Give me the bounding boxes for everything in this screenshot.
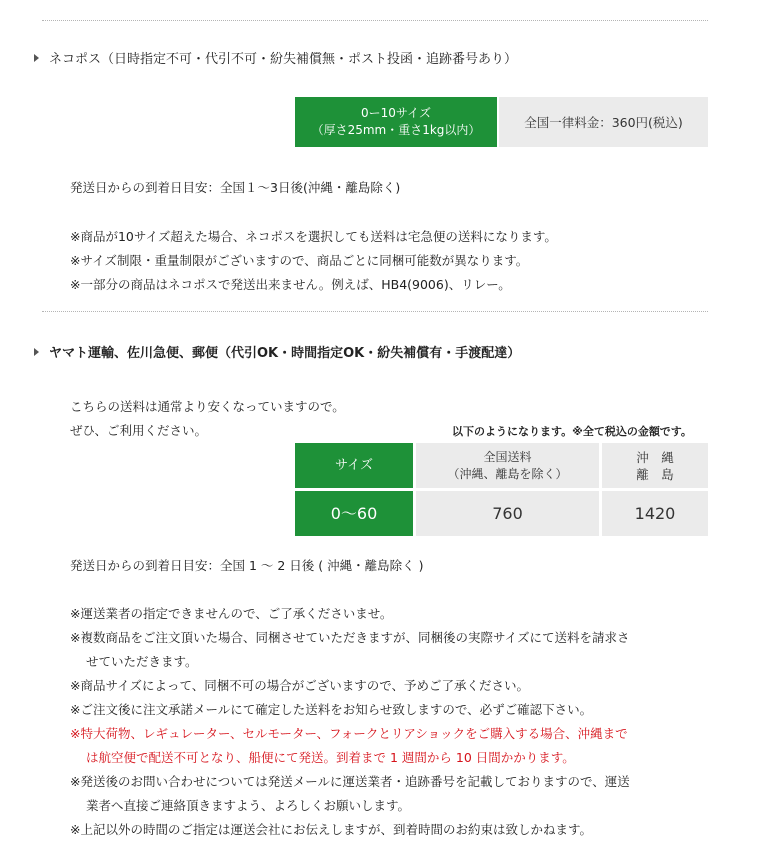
table-row-okinawa xyxy=(602,491,708,536)
nekopos-size-line1: 0ー10サイズ xyxy=(361,106,431,120)
section2-note-3: ※商品サイズによって、同梱不可の場合がございますので、予めご了承ください。 xyxy=(70,678,529,693)
section2-note-2a: ※複数商品をご注文頂いた場合、同梱させていただきますが、同梱後の実際サイズにて送料を請求さ xyxy=(70,630,630,645)
section2-note-6a: ※発送後のお問い合わせについては発送メールに運送業者・追跡番号を記載しておりますので、運送 xyxy=(70,774,630,789)
table-header-size xyxy=(295,443,413,488)
section1-heading-text: ネコポス（日時指定不可・代引不可・紛失補償無・ポスト投函・追跡番号あり） xyxy=(49,52,518,67)
table-header-okinawa xyxy=(602,443,708,488)
table-header-size-text: サイズ xyxy=(335,458,373,473)
section2-note-5a: ※特大荷物、レギュレーター、セルモーター、フォークとリアショックをご購入する場合、沖縄まで xyxy=(70,726,628,741)
middle-divider xyxy=(42,311,708,312)
table-header-nationwide-line1: 全国送料 xyxy=(483,449,532,464)
table-row-size xyxy=(295,491,413,536)
section2-heading xyxy=(34,342,520,361)
table-header-okinawa-line2: 離 島 xyxy=(636,466,674,482)
section2-note-7: ※上記以外の時間のご指定は運送会社にお伝えしますが、到着時間のお約束は致しかねます。 xyxy=(70,822,592,837)
nekopos-price: 全国一律料金：360円(税込) xyxy=(524,115,683,130)
section2-heading-text: ヤマト運輸、佐川急便、郵便（代引OK・時間指定OK・紛失補償有・手渡配達） xyxy=(49,346,521,361)
table-header-nationwide xyxy=(416,443,599,488)
section2-intro-line2: ぜひ、ご利用ください。 xyxy=(70,423,208,438)
section2-note-5b: は航空便で配送不可となり、船便にて発送。到着まで 1 週間から 10 日間かかります。 xyxy=(86,750,575,765)
section1-note-2: ※サイズ制限・重量制限がございますので、商品ごとに同梱可能数が異なります。 xyxy=(70,253,529,268)
table-row-nationwide-text: 760 xyxy=(492,504,523,523)
section1-heading xyxy=(34,48,517,67)
section2-note-2b: せていただきます。 xyxy=(86,654,198,669)
table-row-okinawa-text: 1420 xyxy=(634,504,676,523)
nekopos-size-line2: （厚さ25mm・重さ1kg以内） xyxy=(311,123,481,137)
section2-note-4: ※ご注文後に注文承諾メールにて確定した送料をお知らせ致しますので、必ずご確認下さい。 xyxy=(70,702,593,717)
nekopos-price-cell xyxy=(499,97,708,147)
section2-note-1: ※運送業者の指定できませんので、ご了承くださいませ。 xyxy=(70,606,393,621)
table-header-okinawa-line1: 沖 縄 xyxy=(636,449,674,465)
triangle-bullet-icon xyxy=(34,54,39,62)
table-caption: 以下のようになります。※全て税込の金額です。 xyxy=(452,425,692,438)
section1-note-1: ※商品が10サイズ超えた場合、ネコポスを選択しても送料は宅急便の送料になります。 xyxy=(70,229,557,244)
section2-note-6b: 業者へ直接ご連絡頂きますよう、よろしくお願いします。 xyxy=(86,798,411,813)
table-row-nationwide xyxy=(416,491,599,536)
section1-note-3: ※一部分の商品はネコポスで発送出来ません。例えば、HB4(9006)、リレー。 xyxy=(70,277,511,292)
triangle-bullet-icon xyxy=(34,348,39,356)
nekopos-size-cell xyxy=(295,97,497,147)
section2-intro-line1: こちらの送料は通常より安くなっていますので。 xyxy=(70,399,345,414)
section1-arrival: 発送日からの到着日目安：全国１〜3日後(沖縄・離島除く) xyxy=(70,180,401,195)
table-row-size-text: 0〜60 xyxy=(330,504,378,523)
section2-arrival: 発送日からの到着日目安：全国 1 〜 2 日後 ( 沖縄・離島除く ) xyxy=(70,558,424,573)
table-header-nationwide-line2: （沖縄、離島を除く） xyxy=(447,466,568,481)
top-divider xyxy=(42,20,708,21)
